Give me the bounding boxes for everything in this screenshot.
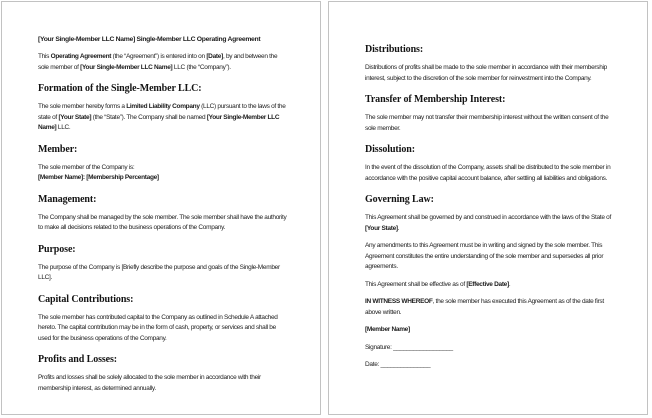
document-page-2 bbox=[328, 1, 648, 415]
text-run: Profits and Losses: bbox=[38, 354, 118, 365]
section-heading-capital-contributions bbox=[38, 294, 287, 306]
member-name-line bbox=[365, 325, 614, 336]
text-run: The purpose of the Company is [Briefly describe the purpose and goals of the Single-Member LLC]. bbox=[38, 263, 280, 281]
text-run: Profits and losses shall be solely allocated to the sole member in accordance with their membership interest, as determined annually. bbox=[38, 374, 261, 392]
governing-law-paragraph bbox=[365, 213, 614, 234]
text-run: (the “State”). The Company shall be named bbox=[91, 113, 207, 121]
text-run: The sole member hereby forms a bbox=[38, 103, 127, 110]
capital-contributions-paragraph bbox=[38, 313, 287, 345]
text-run: Transfer of Membership Interest: bbox=[365, 94, 506, 105]
text-run: Dissolution: bbox=[365, 144, 415, 155]
text-run: Purpose: bbox=[38, 243, 76, 255]
text-run: Governing Law: bbox=[365, 194, 434, 205]
management-paragraph bbox=[38, 213, 287, 234]
section-heading-formation bbox=[38, 83, 287, 95]
text-run: This Agreement shall be governed by and construed in accordance with the laws of the State of bbox=[365, 214, 611, 221]
date-line bbox=[365, 360, 614, 371]
text-run: . bbox=[397, 224, 400, 232]
distributions-paragraph bbox=[365, 63, 614, 84]
text-run: The sole member has contributed capital to the Company as outlined in Schedule A attached hereto. The capital contribution may be in the form of cash, property, or services and shall be used for the business operations of the Company. bbox=[38, 313, 278, 342]
member-paragraph bbox=[38, 163, 287, 184]
section-heading-governing-law bbox=[365, 194, 614, 206]
text-run: The sole member of the Company is: bbox=[38, 163, 135, 171]
text-run: [Member Name]: [Membership Percentage] bbox=[38, 174, 159, 181]
text-run: Member: bbox=[38, 143, 78, 155]
intro-paragraph bbox=[38, 52, 287, 73]
section-heading-management bbox=[38, 194, 287, 206]
text-run: Signature: __________________ bbox=[365, 343, 453, 351]
text-run: (LLC) pursuant to the laws of the state of bbox=[38, 103, 286, 121]
text-run: IN WITNESS WHEREOF bbox=[365, 298, 433, 305]
text-run: , by and between the sole member of bbox=[38, 53, 278, 71]
text-run: [Your State] bbox=[58, 113, 92, 121]
section-heading-transfer bbox=[365, 94, 614, 106]
profits-and-losses-paragraph bbox=[38, 373, 287, 394]
text-run: Distributions: bbox=[365, 44, 424, 55]
text-run: Operating Agreement bbox=[50, 53, 112, 60]
text-run: Capital Contributions: bbox=[38, 293, 134, 305]
text-run: (the “Agreement”) is entered into on bbox=[111, 53, 207, 60]
effective-date-paragraph bbox=[365, 280, 614, 291]
text-run: [Member Name] bbox=[365, 326, 410, 333]
witness-paragraph bbox=[365, 297, 614, 318]
text-run: LLC (the “Company”). bbox=[172, 63, 231, 71]
transfer-paragraph bbox=[365, 113, 614, 134]
text-run: Date: _______________ bbox=[365, 361, 431, 368]
text-run: In the event of the dissolution of the Company, assets shall be distributed to the sole member in accordance with the positive capital account balance, after settling all liabilities and obligations. bbox=[365, 164, 611, 182]
document-title bbox=[38, 34, 287, 45]
text-run: The Company shall be managed by the sole member. The sole member shall have the authority to make all decisions related to the business operations of the Company. bbox=[38, 213, 287, 231]
section-heading-dissolution bbox=[365, 144, 614, 156]
text-run: Formation of the Single-Member LLC: bbox=[38, 83, 202, 94]
dissolution-paragraph bbox=[365, 163, 614, 184]
text-run: LLC. bbox=[56, 124, 71, 131]
text-run: [Effective Date] bbox=[466, 280, 509, 288]
signature-line bbox=[365, 343, 614, 354]
section-heading-distributions bbox=[365, 44, 614, 56]
text-run: . bbox=[508, 280, 511, 288]
amendments-paragraph bbox=[365, 241, 614, 273]
purpose-paragraph bbox=[38, 263, 287, 284]
text-run: Limited Liability Company bbox=[126, 103, 200, 110]
text-run: [Date] bbox=[206, 53, 223, 60]
text-run: [Your Single-Member LLC Name] bbox=[38, 113, 280, 131]
text-run: Distributions of profits shall be made to the sole member in accordance with their membership interest, subject to the discretion of the sole member for reinvestment into the Company. bbox=[365, 64, 607, 82]
section-heading-member bbox=[38, 144, 287, 156]
text-run: This bbox=[38, 53, 51, 60]
text-run: Management: bbox=[38, 193, 97, 205]
document-page-1 bbox=[1, 1, 321, 415]
text-run: [Your Single-Member LLC Name] Single-Member LLC Operating Agreement bbox=[38, 36, 261, 43]
text-run: [Your Single-Member LLC Name] bbox=[80, 63, 173, 71]
text-run: , the sole member has executed this Agreement as of the date first above written. bbox=[365, 298, 604, 316]
formation-paragraph bbox=[38, 102, 287, 134]
text-run: The sole member may not transfer their membership interest without the written consent of the sole member. bbox=[365, 114, 609, 132]
text-run: This Agreement shall be effective as of bbox=[365, 280, 467, 288]
text-run: Any amendments to this Agreement must be in writing and signed by the sole member. This Agreement constitutes the entire understanding of the sole member and supersedes all prior agreements. bbox=[365, 242, 604, 270]
section-heading-profits-and-losses bbox=[38, 354, 287, 366]
text-run: [Your State] bbox=[365, 224, 398, 232]
section-heading-purpose bbox=[38, 244, 287, 256]
